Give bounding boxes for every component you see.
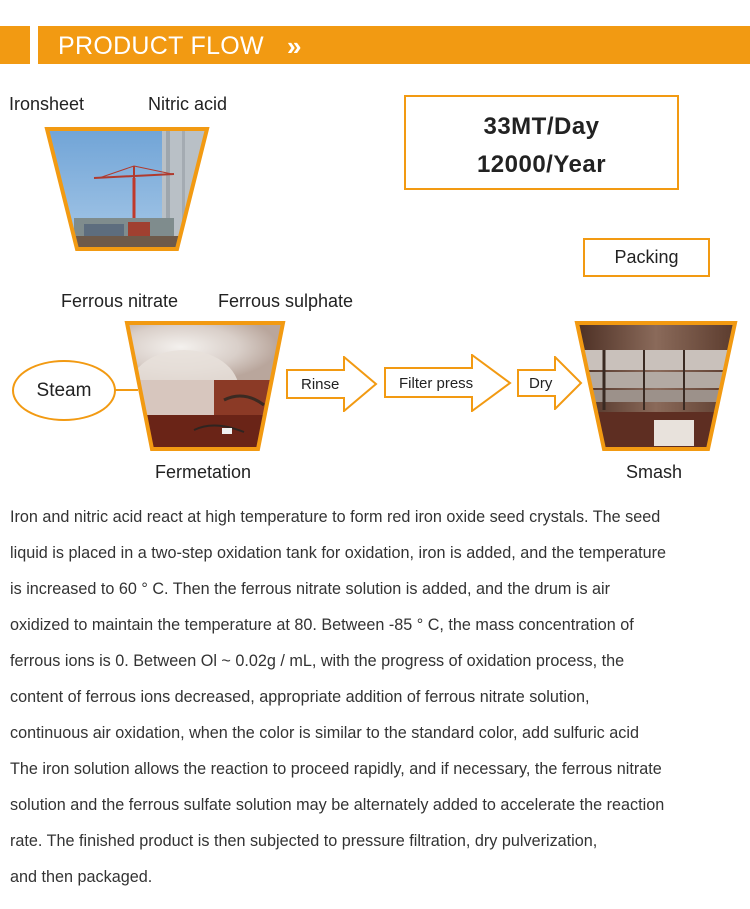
description-line: solution and the ferrous sulfate solution may be alternately added to accelerate the reaction [10,796,665,814]
fermentation-tank-image [124,320,286,452]
fermentation-label: Fermetation [155,462,252,482]
ferrous-sulphate-label: Ferrous sulphate [218,291,354,311]
filter-press-label: Filter press [399,375,474,392]
smash-label: Smash [626,462,683,482]
yearly-capacity: 12000/Year [476,151,607,178]
process-description [10,499,745,895]
description-line: liquid is placed in a two-step oxidation tank for oxidation, iron is added, and the temperature [10,544,666,562]
description-line: The iron solution allows the reaction to proceed rapidly, and if necessary, the ferrous nitrate [10,760,662,778]
description-line: and then packaged. [10,868,153,886]
ironsheet-label: Ironsheet [9,94,85,114]
nitric-acid-label: Nitric acid [148,94,228,114]
description-line: content of ferrous ions decreased, appropriate addition of ferrous nitrate solution, [10,688,590,706]
drying-oven-image [574,320,738,452]
dry-label: Dry [529,375,553,392]
description-line: oxidized to maintain the temperature at 80. Between -85 ° C, the mass concentration of [10,616,634,634]
double-chevron-icon: » [287,31,299,61]
ferrous-nitrate-label: Ferrous nitrate [61,291,179,311]
header-accent-block [0,26,30,64]
steam-ellipse: Steam [12,360,116,421]
description-line: is increased to 60 ° C. Then the ferrous nitrate solution is added, and the drum is air [10,580,611,598]
description-line: continuous air oxidation, when the color is similar to the standard color, add sulfuric acid [10,724,639,742]
packing-box: Packing [583,238,710,277]
description-line: rate. The finished product is then subjected to pressure filtration, dry pulverization, [10,832,598,850]
page-title: PRODUCT FLOW [58,32,264,60]
rinse-label: Rinse [301,376,340,393]
daily-capacity: 33MT/Day [483,113,600,140]
factory-crane-image [44,126,210,252]
capacity-box [404,95,679,190]
description-line: ferrous ions is 0. Between Ol ~ 0.02g / mL, with the progress of oxidation process, the [10,652,625,670]
description-line: Iron and nitric acid react at high temperature to form red iron oxide seed crystals. The seed [10,508,661,526]
